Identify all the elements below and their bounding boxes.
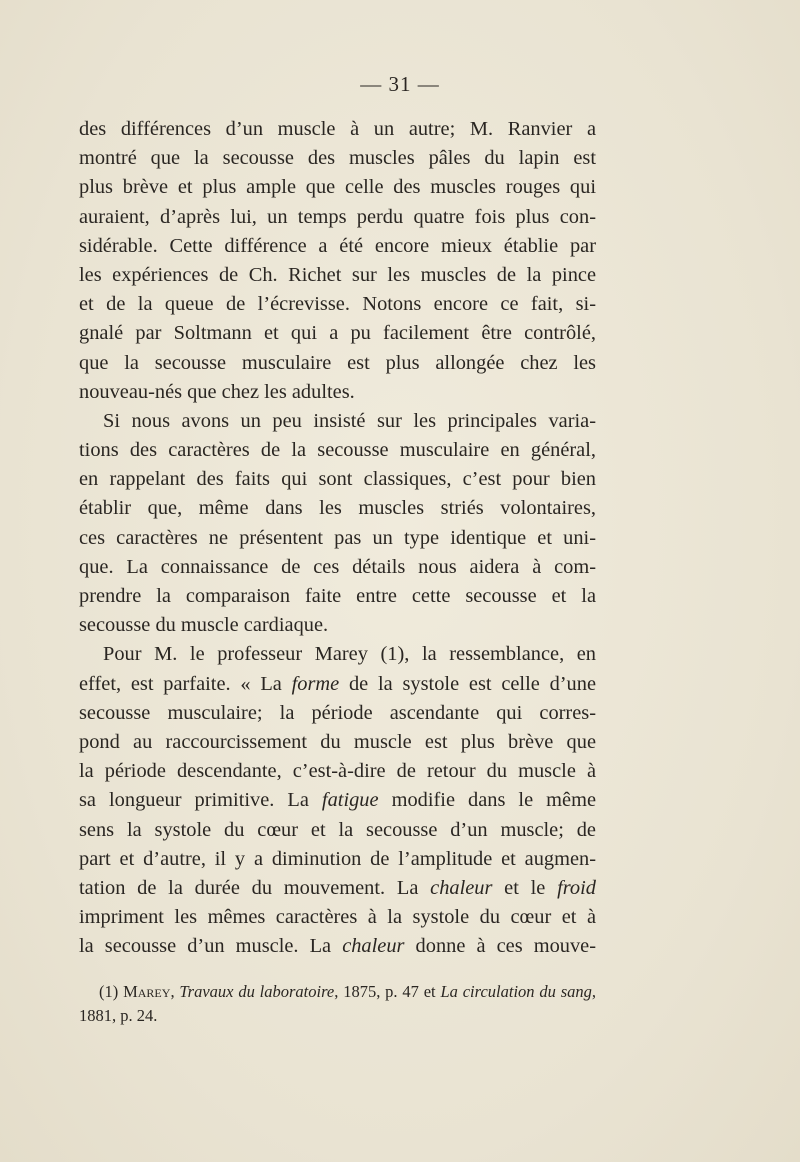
- text-line: secousse musculaire; la période ascendante qui corres-: [79, 701, 596, 724]
- text-line: gnalé par Soltmann et qui a pu facilement être contrôlé,: [79, 322, 596, 345]
- text-line: la secousse d’un muscle. La chaleur donne à ces mouve-: [79, 935, 596, 958]
- text-line: en rappelant des faits qui sont classiques, c’est pour bien: [79, 468, 596, 491]
- text-line: tions des caractères de la secousse musculaire en général,: [79, 439, 596, 462]
- text-line: sidérable. Cette différence a été encore mieux établie par: [79, 234, 596, 257]
- text-line: impriment les mêmes caractères à la systole du cœur et à: [79, 906, 596, 929]
- text-line: établir que, même dans les muscles striés volontaires,: [79, 497, 596, 520]
- text-line: prendre la comparaison faite entre cette secousse et la: [79, 585, 596, 607]
- text-line: tation de la durée du mouvement. La chaleur et le froid: [79, 876, 596, 899]
- text-line: montré que la secousse des muscles pâles du lapin est: [79, 147, 596, 170]
- text-line: les expériences de Ch. Richet sur les muscles de la pince: [79, 263, 596, 286]
- text-line: ces caractères ne présentent pas un type identique et uni-: [79, 526, 596, 549]
- text-line: que. La connaissance de ces détails nous aidera à com-: [79, 555, 596, 578]
- footnote-line: 1881, p. 24.: [79, 1006, 158, 1025]
- text-line: que la secousse musculaire est plus allongée chez les: [79, 351, 596, 374]
- text-line: effet, est parfaite. « La forme de la systole est celle d’une: [79, 672, 596, 695]
- text-line: auraient, d’après lui, un temps perdu quatre fois plus con-: [79, 205, 596, 228]
- text-line: Si nous avons un peu insisté sur les principales varia-: [103, 409, 596, 432]
- footnote: [79, 980, 596, 1028]
- page-number: — 31 —: [360, 72, 440, 96]
- text-line: des différences d’un muscle à un autre; M. Ranvier a: [79, 118, 596, 140]
- footnote-line: (1) Marey, Travaux du laboratoire, 1875, p. 47 et La circulation du sang,: [99, 982, 597, 1001]
- text-line: pond au raccourcissement du muscle est plus brève que: [79, 730, 596, 753]
- text-line: la période descendante, c’est-à-dire de retour du muscle à: [79, 760, 596, 783]
- body-text: [79, 115, 596, 961]
- text-line: plus brève et plus ample que celle des muscles rouges qui: [79, 176, 596, 199]
- text-line: part et d’autre, il y a diminution de l’amplitude et augmen-: [79, 847, 596, 870]
- text-line: Pour M. le professeur Marey (1), la ressemblance, en: [103, 643, 596, 666]
- text-line: sa longueur primitive. La fatigue modifie dans le même: [79, 789, 596, 812]
- text-line: nouveau-nés que chez les adultes.: [79, 380, 355, 403]
- text-line: et de la queue de l’écrevisse. Notons encore ce fait, si-: [79, 293, 596, 316]
- text-line: secousse du muscle cardiaque.: [79, 614, 329, 637]
- text-line: sens la systole du cœur et la secousse d’un muscle; de: [79, 818, 596, 841]
